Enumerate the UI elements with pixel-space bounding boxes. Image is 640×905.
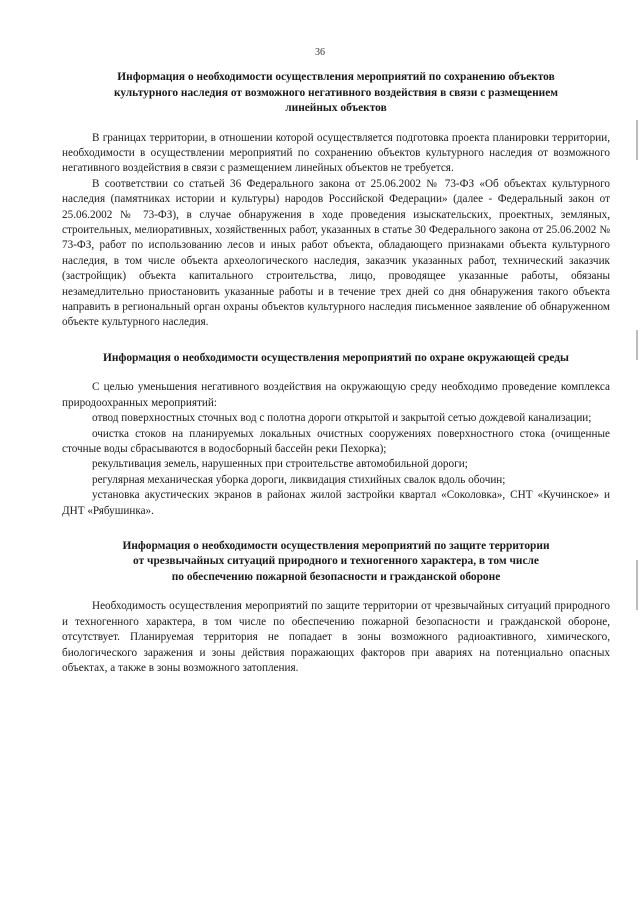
section-heading-cultural-heritage: [62, 70, 610, 117]
list-item: отвод поверхностных сточных вод с полотна дороги открытой и закрытой сетью дождевой канализации;: [92, 412, 592, 425]
heading-line: Информация о необходимости осуществления мероприятий по защите территории: [122, 539, 550, 552]
heading-line: по обеспечению пожарной безопасности и гражданской обороне: [171, 570, 501, 583]
list-item: очистка стоков на планируемых локальных очистных сооружениях поверхностного стока (очищенные сточные воды сбрасываются в водосборный бассейн реки Пехорка);: [62, 427, 610, 455]
heading-line: от чрезвычайных ситуаций природного и техногенного характера, в том числе: [133, 555, 539, 568]
paragraph: Необходимость осуществления мероприятий по защите территории от чрезвычайных ситуаций природного и техногенного характера, в том числе по обеспечению пожарной безопасности и гражданской обороне, отсутствует. Планируемая территория не попадает в зоны возможного радиоактивного, химического, биологического заражения и зоны действия поражающих факторов при авариях на потенциально опасных объектах, а также в зоны возможного затопления.: [62, 600, 610, 675]
list-item: регулярная механическая уборка дороги, ликвидация стихийных свалок вдоль обочин;: [92, 473, 506, 486]
list-item: рекультивация земель, нарушенных при строительстве автомобильной дороги;: [92, 458, 468, 471]
scan-edge-mark: [636, 120, 638, 160]
heading-line: Информация о необходимости осуществления мероприятий по охране окружающей среды: [103, 351, 569, 364]
paragraph: С целью уменьшения негативного воздействия на окружающую среду необходимо проведение комплекса природоохранных мероприятий:: [62, 381, 610, 409]
paragraph: В границах территории, в отношении которой осуществляется подготовка проекта планировки территории, необходимости в осуществлении мероприятий по сохранению объектов культурного наследия от возможного негативного воздействия в связи с размещением линейных объектов не требуется.: [62, 131, 610, 175]
heading-line: линейных объектов: [285, 102, 387, 114]
document-body: [62, 70, 610, 676]
page-number: 36: [315, 47, 325, 58]
list-item: установка акустических экранов в районах жилой застройки квартал «Соколовка», СНТ «Кучинское» и ДНТ «Рябушинка».: [62, 489, 610, 517]
section-heading-environment: [62, 351, 610, 367]
heading-line: Информация о необходимости осуществления мероприятий по сохранению объектов: [117, 71, 555, 83]
paragraph: В соответствии со статьей 36 Федерального закона от 25.06.2002 № 73-ФЗ «Об объектах культурного наследия (памятниках истории и культуры) народов Российской Федерации» (далее - Федеральный закон от 25.06.2002 № 73-ФЗ), в случае обнаружения в ходе проведения изыскательских, проектных, земляных, строительных, мелиоративных, хозяйственных работ, указанных в статье 30 Федерального закона от 25.06.2002 № 73-ФЗ, работ по использованию лесов и иных работ объекта, обладающего признаками объекта культурного наследия, в том числе объекта археологического наследия, заказчик указанных работ, технический заказчик (застройщик) объекта капитального строительства, лицо, проводящее указанные работы, обязаны незамедлительно приостановить указанные работы и в течение трех дней со дня обнаружения такого объекта направить в региональный орган охраны объектов культурного наследия письменное заявление об обнаруженном объекте культурного наследия.: [62, 177, 610, 329]
heading-line: культурного наследия от возможного негативного воздействия в связи с размещением: [113, 86, 559, 99]
scan-edge-mark: [636, 330, 638, 360]
section-heading-emergency-protection: [62, 539, 610, 586]
scan-edge-mark: [636, 560, 638, 610]
